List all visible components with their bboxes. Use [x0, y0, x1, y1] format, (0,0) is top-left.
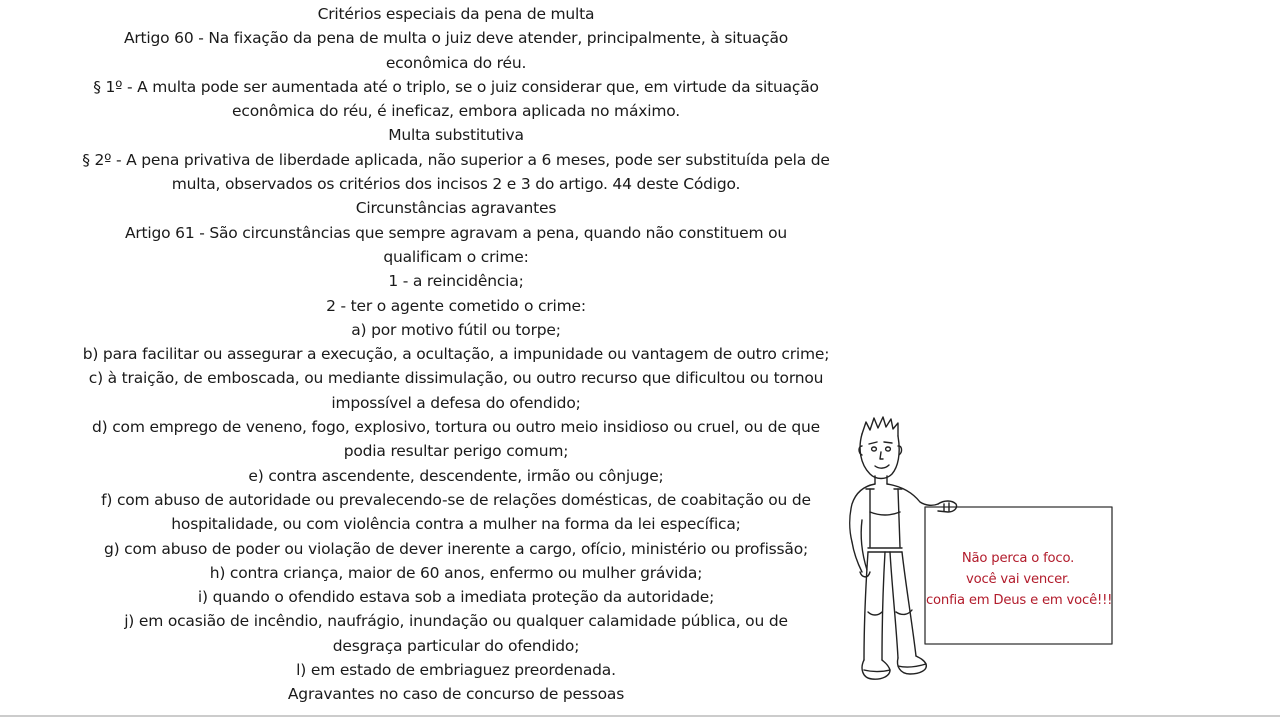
item-b: b) para facilitar ou assegurar a execução, a ocultação, a impunidade ou vantagem de outro crime; — [82, 345, 830, 364]
item-1: 1 - a reincidência; — [388, 272, 524, 291]
boy-left-shoe — [862, 660, 890, 679]
item-c-line-1: c) à traição, de emboscada, ou mediante dissimulação, ou outro recurso que dificultou ou tornou — [88, 369, 824, 388]
paragraph-1-line-1: § 1º - A multa pode ser aumentada até o triplo, se o juiz considerar que, em virtude da situação — [93, 77, 819, 96]
section-heading-agravantes: Circunstâncias agravantes — [355, 199, 557, 218]
item-j-line-1: j) em ocasião de incêndio, naufrágio, inundação ou qualquer calamidade pública, ou de — [124, 612, 788, 631]
item-j-line-2: desgraça particular do ofendido; — [332, 636, 580, 655]
item-c-line-2: impossível a defesa do ofendido; — [331, 393, 581, 412]
item-2: 2 - ter o agente cometido o crime: — [326, 296, 586, 315]
sign-line-2: você vai vencer. — [965, 572, 1070, 587]
paragraph-1-line-2: econômica do réu, é ineficaz, embora aplicada no máximo. — [232, 102, 680, 121]
item-l: l) em estado de embriaguez preordenada. — [296, 661, 616, 680]
section-heading-multa-substitutiva: Multa substitutiva — [388, 126, 524, 145]
boy-head — [860, 434, 899, 479]
item-f-line-1: f) com abuso de autoridade ou prevalecendo-se de relações domésticas, de coabitação ou de — [101, 490, 811, 509]
item-d-line-1: d) com emprego de veneno, fogo, explosivo, tortura ou outro meio insidioso ou cruel, ou de que — [92, 418, 820, 437]
item-h: h) contra criança, maior de 60 anos, enfermo ou mulher grávida; — [209, 563, 703, 582]
sign-line-1: Não perca o foco. — [961, 551, 1075, 566]
article-61-line-2: qualificam o crime: — [383, 247, 529, 266]
boy-hair — [862, 417, 898, 436]
sign-line-3: confia em Deus e em você!!! — [926, 593, 1113, 608]
item-i: i) quando o ofendido estava sob a imediata proteção da autoridade; — [197, 588, 715, 607]
section-heading-pena-multa: Critérios especiais da pena de multa — [317, 5, 595, 23]
bottom-divider — [0, 715, 1280, 717]
article-60-line-1: Artigo 60 - Na fixação da pena de multa o juiz deve atender, principalmente, à situação — [123, 29, 789, 48]
item-g: g) com abuso de poder ou violação de dever inerente a cargo, ofício, ministério ou profissão; — [103, 539, 809, 558]
paragraph-2-line-1: § 2º - A pena privativa de liberdade aplicada, não superior a 6 meses, pode ser substituída pela de — [82, 150, 830, 169]
section-heading-concurso-pessoas: Agravantes no caso de concurso de pessoas — [287, 685, 625, 704]
item-f-line-2: hospitalidade, ou com violência contra a mulher na forma da lei específica; — [171, 515, 741, 534]
item-e: e) contra ascendente, descendente, irmão ou cônjuge; — [248, 466, 664, 485]
item-d-line-2: podia resultar perigo comum; — [343, 442, 569, 461]
article-61-line-1: Artigo 61 - São circunstâncias que sempre agravam a pena, quando não constituem ou — [124, 223, 788, 242]
document-text — [40, 2, 872, 707]
sign-message — [926, 548, 1113, 611]
paragraph-2-line-2: multa, observados os critérios dos incisos 2 e 3 do artigo. 44 deste Código. — [171, 175, 741, 194]
article-60-line-2: econômica do réu. — [385, 53, 527, 72]
item-a: a) por motivo fútil ou torpe; — [351, 320, 561, 339]
